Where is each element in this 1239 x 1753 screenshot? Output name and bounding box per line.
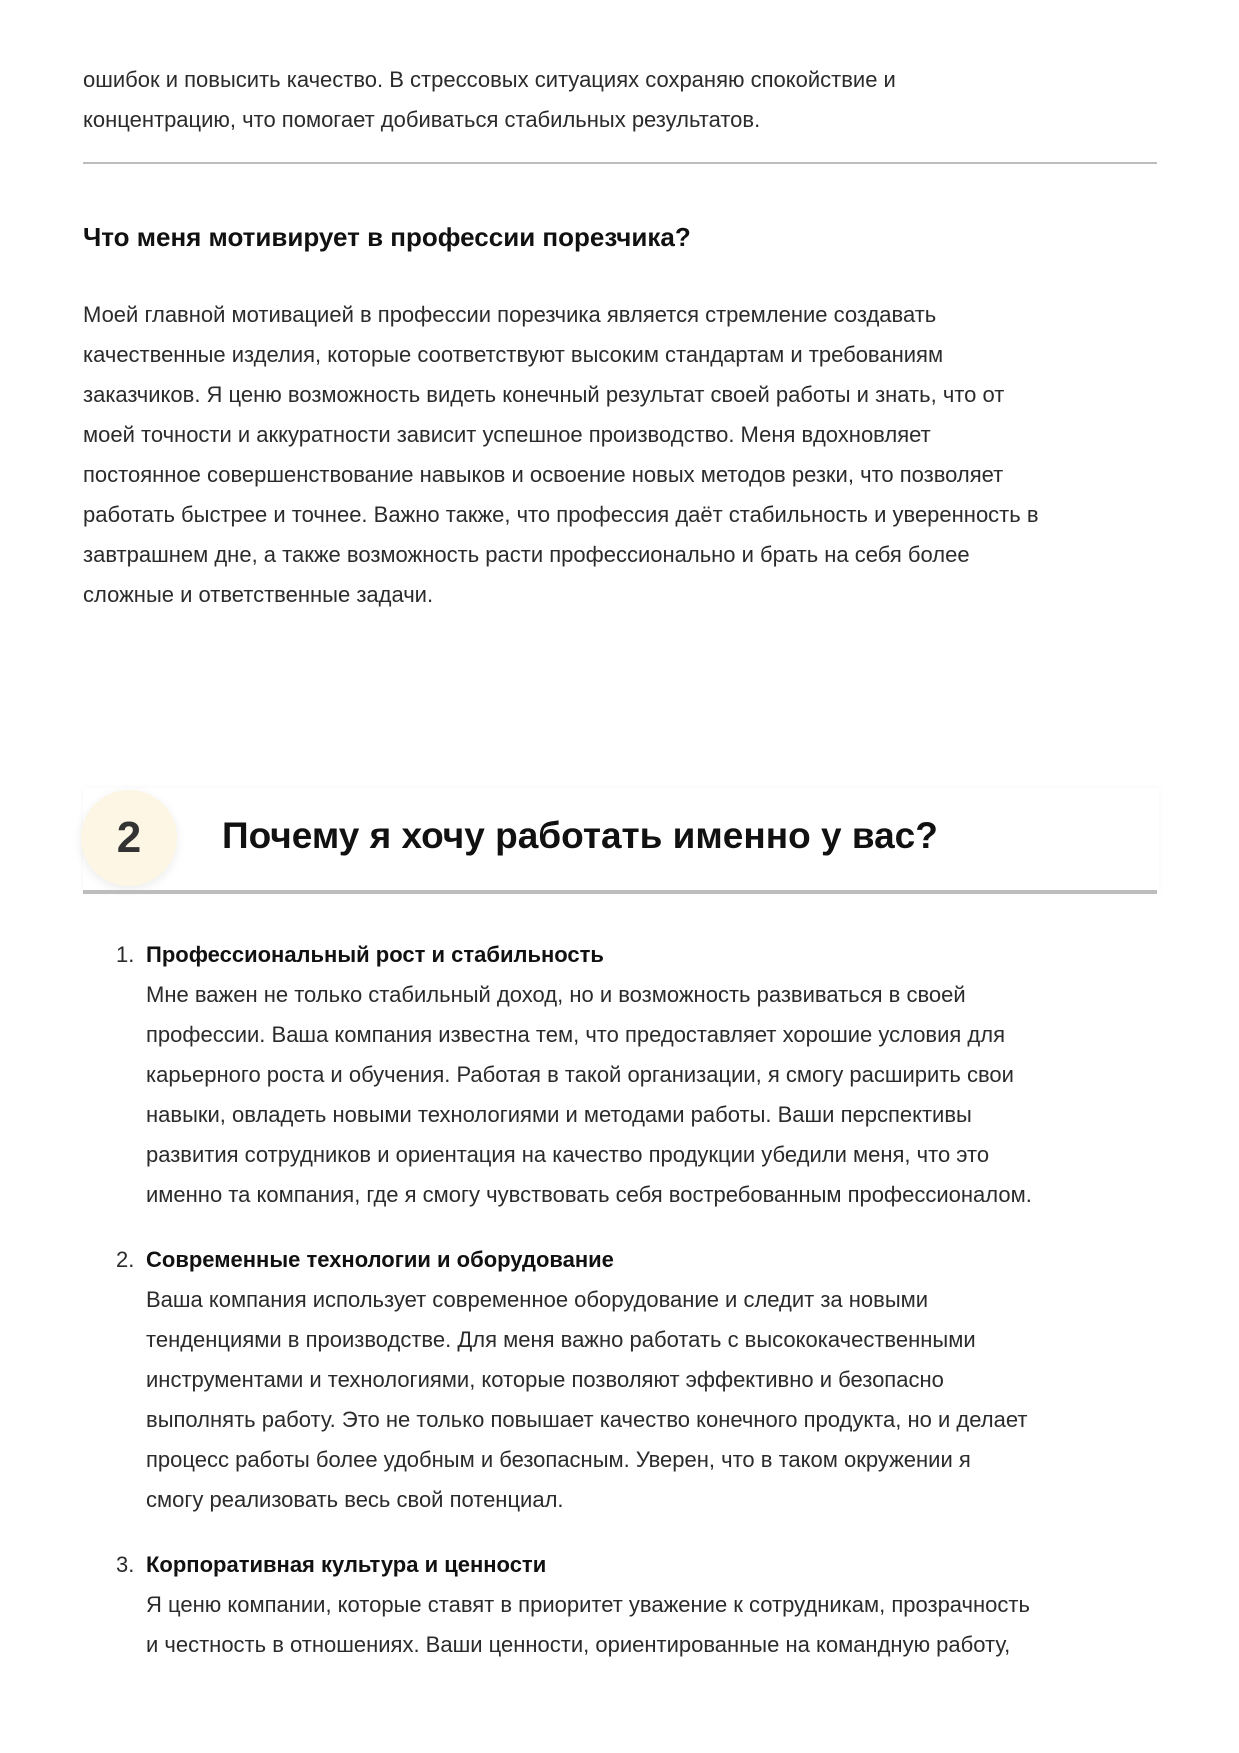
paragraph-line: ошибок и повысить качество. В стрессовых ситуациях сохраняю спокойствие и	[83, 67, 896, 92]
section-number-badge: 2	[81, 790, 177, 886]
list-marker: 2.	[116, 1247, 135, 1272]
list-item-line: смогу реализовать весь свой потенциал.	[146, 1487, 564, 1512]
paragraph-line: постоянное совершенствование навыков и освоение новых методов резки, что позволяет	[83, 462, 1004, 487]
section-divider	[83, 890, 1157, 894]
list-item-line: карьерного роста и обучения. Работая в такой организации, я смогу расширить свои	[146, 1062, 1014, 1087]
paragraph-line: качественные изделия, которые соответствуют высоким стандартам и требованиям	[83, 342, 944, 367]
list-item-line: развития сотрудников и ориентация на качество продукции убедили меня, что это	[146, 1142, 990, 1167]
list-marker: 1.	[116, 942, 135, 967]
list-item-line: навыки, овладеть новыми технологиями и методами работы. Ваши перспективы	[146, 1102, 972, 1127]
list-item-line: Ваша компания использует современное оборудование и следит за новыми	[146, 1287, 929, 1312]
section-title: Почему я хочу работать именно у вас?	[222, 815, 938, 856]
list-item-line: тенденциями в производстве. Для меня важно работать с высококачественными	[146, 1327, 976, 1352]
paragraph-line: сложные и ответственные задачи.	[83, 582, 434, 607]
divider	[83, 162, 1157, 164]
list-item-line: выполнять работу. Это не только повышает качество конечного продукта, но и делает	[146, 1407, 1028, 1432]
list-item-line: Я ценю компании, которые ставят в приоритет уважение к сотрудникам, прозрачность	[146, 1592, 1030, 1617]
list-item-title: Профессиональный рост и стабильность	[146, 942, 604, 967]
list-item-title: Современные технологии и оборудование	[146, 1247, 614, 1272]
paragraph-line: заказчиков. Я ценю возможность видеть конечный результат своей работы и знать, что от	[83, 382, 1005, 407]
paragraph-line: Моей главной мотивацией в профессии порезчика является стремление создавать	[83, 302, 937, 327]
paragraph-line: завтрашнем дне, а также возможность расти профессионально и брать на себя более	[83, 542, 970, 567]
list-item-line: Мне важен не только стабильный доход, но и возможность развиваться в своей	[146, 982, 966, 1007]
paragraph-line: концентрацию, что помогает добиваться стабильных результатов.	[83, 107, 761, 132]
paragraph-line: работать быстрее и точнее. Важно также, что профессия даёт стабильность и уверенность в	[83, 502, 1039, 527]
list-marker: 3.	[116, 1552, 135, 1577]
list-item-line: процесс работы более удобным и безопасным. Уверен, что в таком окружении я	[146, 1447, 971, 1472]
list-item-line: инструментами и технологиями, которые позволяют эффективно и безопасно	[146, 1367, 944, 1392]
list-item-line: и честность в отношениях. Ваши ценности, ориентированные на командную работу,	[146, 1632, 1011, 1657]
motivation-heading: Что меня мотивирует в профессии порезчика?	[83, 222, 691, 252]
list-item-line: профессии. Ваша компания известна тем, что предоставляет хорошие условия для	[146, 1022, 1006, 1047]
list-item-line: именно та компания, где я смогу чувствовать себя востребованным профессионалом.	[146, 1182, 1032, 1207]
list-item-title: Корпоративная культура и ценности	[146, 1552, 547, 1577]
paragraph-line: моей точности и аккуратности зависит успешное производство. Меня вдохновляет	[83, 422, 931, 447]
